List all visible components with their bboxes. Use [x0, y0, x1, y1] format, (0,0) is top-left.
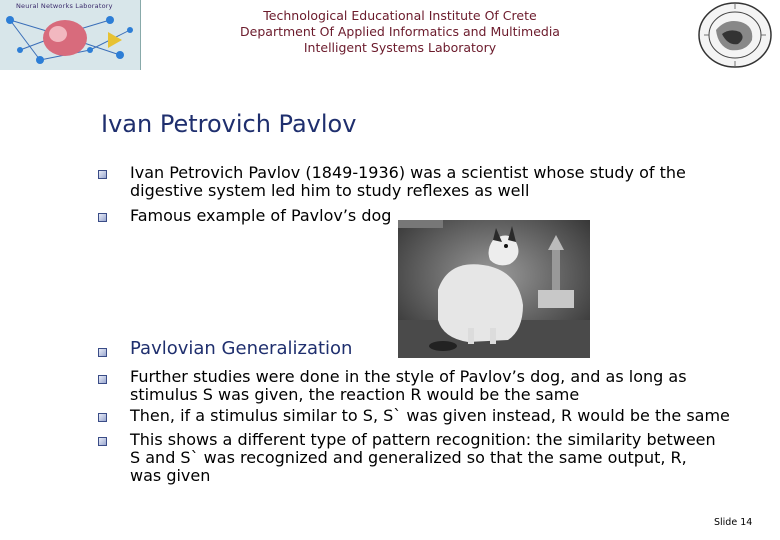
bullet-marker — [98, 375, 107, 384]
bullet-marker — [98, 213, 107, 222]
bullet-text: Then, if a stimulus similar to S, S` was given instead, R would be the same — [130, 406, 730, 425]
institution-header — [140, 8, 660, 56]
lab-logo — [0, 0, 141, 70]
institute-seal — [696, 0, 774, 70]
header-line-2: Department Of Applied Informatics and Multimedia — [240, 24, 560, 39]
bullet-marker — [98, 170, 107, 179]
pavlov-dog-photo — [398, 220, 590, 358]
bullet-marker — [98, 437, 107, 446]
slide-number: Slide 14 — [714, 517, 753, 528]
bullet-marker — [98, 413, 107, 422]
bullet-text: Further studies were done in the style of Pavlov’s dog, and as long as stimulus S was given, the reaction R would be the same — [130, 367, 687, 404]
dog-photo-graphic — [398, 220, 590, 358]
bullet-marker — [98, 348, 107, 357]
slide-title: Ivan Petrovich Pavlov — [101, 110, 357, 138]
bullet-text: Ivan Petrovich Pavlov (1849-1936) was a scientist whose study of the digestive system led him to study reflexes as well — [130, 163, 686, 200]
header-line-1: Technological Educational Institute Of Crete — [263, 8, 537, 23]
lab-logo-label: Neural Networks Laboratory — [16, 2, 113, 10]
seal-graphic — [696, 0, 774, 70]
bullet-text: This shows a different type of pattern recognition: the similarity between S and S` was recognized and generalized so that the same output, R, was given — [130, 430, 716, 485]
neural-network-logo-graphic — [0, 0, 140, 70]
section-subheading: Pavlovian Generalization — [130, 338, 353, 359]
header-line-3: Intelligent Systems Laboratory — [303, 40, 497, 55]
bullet-text: Famous example of Pavlov’s dog — [130, 206, 392, 225]
